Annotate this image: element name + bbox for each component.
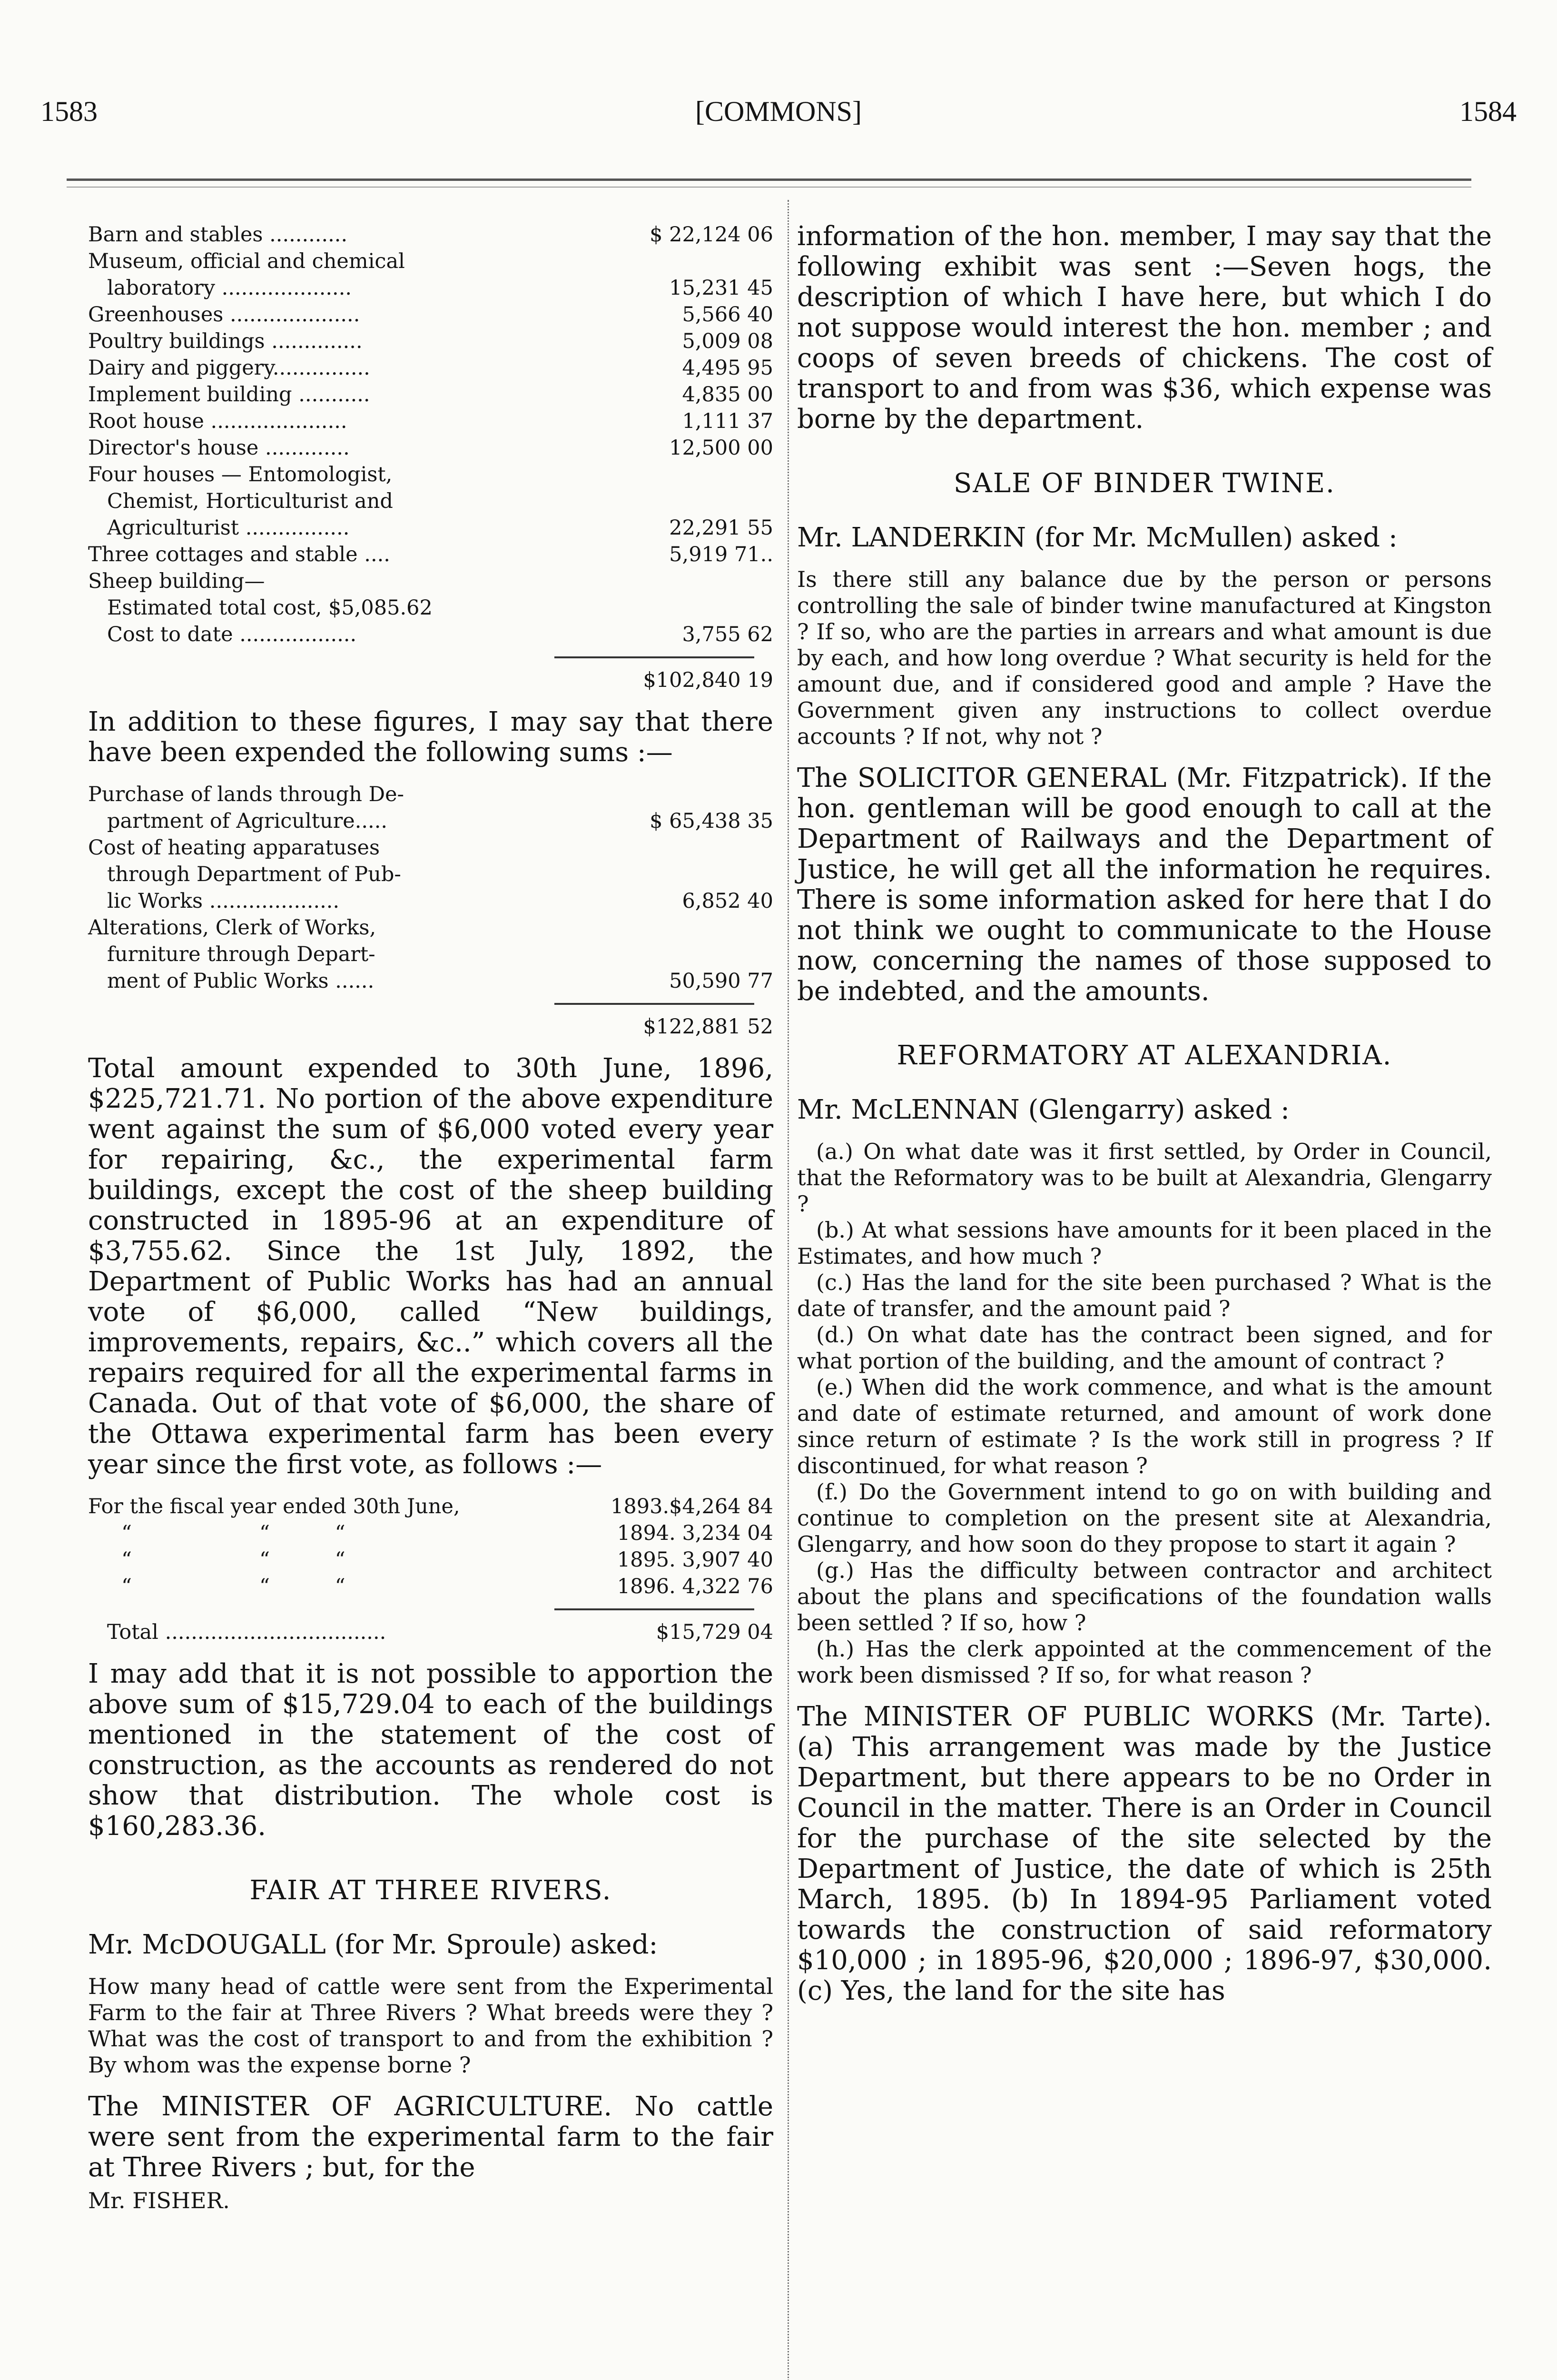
question-item: (d.) On what date has the contract been signed, and for what portion of the building, and the amount of contract ? (797, 1322, 1492, 1374)
building-cost-amount: 12,500 00 (669, 436, 773, 460)
expenditure-row (88, 888, 773, 914)
building-cost-amount: 5,009 08 (682, 329, 773, 353)
building-cost-label: laboratory .................... (107, 276, 352, 300)
additional-expenditure-table (88, 781, 773, 994)
building-cost-row (88, 621, 773, 648)
building-cost-row (88, 275, 773, 301)
building-cost-amount: 5,566 40 (682, 303, 773, 327)
building-cost-label: Sheep building— (88, 569, 265, 593)
expenditure-label: Purchase of lands through De- (88, 783, 404, 806)
building-cost-amount: 1,111 37 (682, 409, 773, 433)
building-cost-amount (602, 568, 773, 595)
section-heading: SALE OF BINDER TWINE. (954, 468, 1335, 499)
building-costs-table (88, 221, 773, 648)
building-cost-label: Chemist, Horticulturist and (107, 489, 393, 513)
expenditure-row (88, 808, 773, 834)
building-cost-label: Cost to date .................. (107, 623, 357, 646)
paragraph: information of the hon. member, I may say that the following exhibit was sent :—Seven hogs, the description of which I have here, but which I do not suppose would interest the hon. member ; and coops of seven breeds of chickens. The cost of transport to and from was $36, which expense was borne by the department. (797, 221, 1492, 435)
answer-text: The SOLICITOR GENERAL (Mr. Fitzpatrick). If the hon. gentleman will be good enough to call at the Department of Railways and the Department of Justice, he will get all the information he requires. There is some information asked for here that I do not think we ought to communicate to the House now, concerning the names of those supposed to be indebted, and the amounts. (797, 763, 1492, 1007)
building-cost-label: Dairy and piggery............... (88, 356, 370, 380)
answer-text: The MINISTER OF AGRICULTURE. No cattle were sent from the experimental farm to the fair at Three Rivers ; but, for the (88, 2091, 773, 2183)
fiscal-year-label: For the fiscal year ended 30th June, (88, 1495, 460, 1518)
fiscal-year-row (88, 1573, 773, 1600)
expenditure-amount (602, 941, 773, 968)
speaker-footer: Mr. FISHER. (88, 2188, 230, 2213)
building-cost-amount: 3,755 62 (682, 623, 773, 646)
building-cost-label: Three cottages and stable .... (88, 543, 390, 566)
expenditure-label: through Department of Pub- (107, 863, 401, 886)
fiscal-year-table (88, 1493, 773, 1600)
fiscal-year-label: “ (121, 1521, 132, 1545)
question-item: (h.) Has the clerk appointed at the commencement of the work been dismissed ? If so, for what reason ? (797, 1636, 1492, 1688)
right-column (797, 221, 1492, 2006)
header-rule (67, 178, 1471, 181)
building-cost-amount: 4,495 95 (682, 356, 773, 380)
fiscal-total-row (88, 1619, 773, 1646)
left-column (88, 221, 773, 2214)
building-cost-row (88, 381, 773, 408)
building-cost-label: Four houses — Entomologist, (88, 463, 393, 486)
total-rule (554, 1608, 754, 1610)
page-header (40, 95, 1517, 138)
building-cost-row (88, 595, 773, 621)
expenditure-row (88, 861, 773, 888)
expenditure-row (88, 834, 773, 861)
paragraph: In addition to these figures, I may say that there have been expended the following sums :— (88, 706, 773, 768)
paragraph: I may add that it is not possible to apportion the above sum of $15,729.04 to each of the buildings mentioned in the statement of the cost of construction, as the accounts as rendered do not show that distribution. The whole cost is $160,283.36. (88, 1658, 773, 1842)
building-cost-amount (602, 461, 773, 488)
question-item: (g.) Has the difficulty between contractor and architect about the plans and specifications of the foundation walls been settled ? If so, how ? (797, 1557, 1492, 1636)
building-cost-label: Museum, official and chemical (88, 249, 405, 273)
building-cost-row (88, 515, 773, 541)
page-number-left: 1583 (40, 96, 98, 127)
fiscal-year-label: “ (121, 1575, 132, 1598)
question-item: (b.) At what sessions have amounts for it been placed in the Estimates, and how much ? (797, 1217, 1492, 1269)
header-rule-secondary (67, 187, 1471, 188)
paragraph: Total amount expended to 30th June, 1896, $225,721.71. No portion of the above expenditure went against the sum of $6,000 voted every year for repairing, &c., the experimental farm buildings, except the cost of the sheep building constructed in 1895-96 at an expenditure of $3,755.62. Since the 1st July, 1892, the Department of Public Works has had an annual vote of $6,000, called “New buildings, improvements, repairs, &c..” which covers all the repairs required for all the experimental farms in Canada. Out of that vote of $6,000, the share of the Ottawa experimental farm has been every year since the first vote, as follows :— (88, 1053, 773, 1480)
fiscal-year-value: 1894. 3,234 04 (617, 1521, 773, 1545)
fiscal-year-value: 1896. 4,322 76 (617, 1575, 773, 1598)
fiscal-year-row (88, 1493, 773, 1520)
building-cost-amount: 4,835 00 (682, 383, 773, 407)
page-title: [COMMONS] (695, 96, 862, 127)
building-cost-label: Director's house ............. (88, 436, 350, 460)
expenditure-amount: $ 65,438 35 (650, 809, 773, 833)
fiscal-total-value: $15,729 04 (656, 1620, 773, 1644)
building-cost-row (88, 461, 773, 488)
table-total-row (88, 1013, 773, 1040)
fiscal-year-row (88, 1520, 773, 1547)
building-cost-amount (602, 595, 773, 621)
question-item: (a.) On what date was it first settled, by Order in Council, that the Reformatory was to be built at Alexandria, Glengarry ? (797, 1139, 1492, 1217)
building-cost-amount: 5,919 71.. (669, 543, 773, 566)
question-intro: Mr. McLENNAN (Glengarry) asked : (797, 1094, 1290, 1125)
building-cost-row (88, 328, 773, 355)
question-text: How many head of cattle were sent from the Experimental Farm to the fair at Three Rivers ? What breeds were they ? What was the cost of transport to and from the exhibition ? By whom was the expense borne ? (88, 1973, 773, 2078)
page-number-right: 1584 (1459, 96, 1517, 127)
expenditure-amount (602, 861, 773, 888)
expenditure-amount (602, 914, 773, 941)
building-cost-row (88, 435, 773, 461)
total-rule (554, 1003, 754, 1005)
fiscal-year-label: “ (121, 1548, 132, 1572)
fiscal-year-value: 1893.$4,264 84 (611, 1495, 773, 1518)
expenditure-label: furniture through Depart- (107, 942, 375, 966)
question-intro: Mr. LANDERKIN (for Mr. McMullen) asked : (797, 522, 1398, 553)
expenditure-label: lic Works .................... (107, 889, 340, 913)
building-cost-row (88, 408, 773, 435)
building-cost-amount: 22,291 55 (669, 516, 773, 540)
expenditure-row (88, 968, 773, 994)
ditto-marks: “ “ (259, 1521, 345, 1545)
expenditure-row (88, 914, 773, 941)
building-cost-row (88, 488, 773, 515)
building-cost-row (88, 221, 773, 248)
ditto-marks: “ “ (259, 1575, 345, 1598)
expenditure-amount: 6,852 40 (682, 889, 773, 913)
question-text: Is there still any balance due by the person or persons controlling the sale of binder twine manufactured at Kingston ? If so, who are the parties in arrears and what amount is due by each, and how long overdue ? What security is held for the amount due, and if considered good and ample ? Have the Government given any instructions to collect overdue accounts ? If not, why not ? (797, 566, 1492, 749)
building-costs-total: $102,840 19 (643, 668, 773, 692)
ditto-marks: “ “ (259, 1548, 345, 1572)
building-cost-label: Barn and stables ............ (88, 223, 348, 247)
total-rule (554, 656, 754, 658)
building-cost-row (88, 355, 773, 381)
question-list (797, 1139, 1492, 1688)
question-item: (e.) When did the work commence, and what is the amount and date of estimate returned, and amount of work done since return of estimate ? Is the work still in progress ? If discontinued, for what reason ? (797, 1374, 1492, 1478)
expenditure-row (88, 941, 773, 968)
expenditure-row (88, 781, 773, 808)
building-cost-row (88, 248, 773, 275)
building-cost-label: Greenhouses .................... (88, 303, 360, 327)
building-cost-label: Estimated total cost, $5,085.62 (107, 596, 433, 620)
building-cost-row (88, 568, 773, 595)
building-cost-label: Implement building ........... (88, 383, 370, 407)
question-item: (f.) Do the Government intend to go on with building and continue to completion on the present site at Alexandria, Glengarry, and how soon do they propose to start it again ? (797, 1479, 1492, 1557)
building-cost-amount (602, 248, 773, 275)
table-total-row (88, 667, 773, 694)
section-heading: FAIR AT THREE RIVERS. (249, 1875, 612, 1906)
expenditure-amount (602, 834, 773, 861)
expenditure-label: Alterations, Clerk of Works, (88, 916, 376, 940)
fiscal-year-row (88, 1547, 773, 1573)
additional-expenditure-total: $122,881 52 (643, 1015, 773, 1039)
section-heading: REFORMATORY AT ALEXANDRIA. (897, 1040, 1392, 1071)
expenditure-label: Cost of heating apparatuses (88, 836, 380, 860)
expenditure-amount: 50,590 77 (669, 969, 773, 993)
fiscal-total-label: Total .................................. (107, 1620, 386, 1644)
expenditure-label: partment of Agriculture..... (107, 809, 388, 833)
answer-text: The MINISTER OF PUBLIC WORKS (Mr. Tarte). (a) This arrangement was made by the Justice Department, but there appears to be no Order in Council in the matter. There is an Order in Council for the purchase of the site selected by the Department of Justice, the date of which is 25th March, 1895. (b) In 1894-95 Parliament voted towards the construction of said reformatory $10,000 ; in 1895-96, $20,000 ; 1896-97, $30,000. (c) Yes, the land for the site has (797, 1701, 1492, 2006)
fiscal-year-value: 1895. 3,907 40 (617, 1548, 773, 1572)
building-cost-label: Agriculturist ................ (107, 516, 350, 540)
building-cost-row (88, 541, 773, 568)
building-cost-amount: 15,231 45 (669, 276, 773, 300)
building-cost-amount: $ 22,124 06 (650, 223, 773, 247)
question-intro: Mr. McDOUGALL (for Mr. Sproule) asked: (88, 1929, 658, 1960)
building-cost-label: Poultry buildings .............. (88, 329, 363, 353)
building-cost-amount (602, 488, 773, 515)
expenditure-amount (602, 781, 773, 808)
building-cost-row (88, 301, 773, 328)
question-item: (c.) Has the land for the site been purchased ? What is the date of transfer, and the amount paid ? (797, 1269, 1492, 1321)
expenditure-label: ment of Public Works ...... (107, 969, 374, 993)
column-divider (788, 200, 789, 2380)
building-cost-label: Root house ..................... (88, 409, 347, 433)
